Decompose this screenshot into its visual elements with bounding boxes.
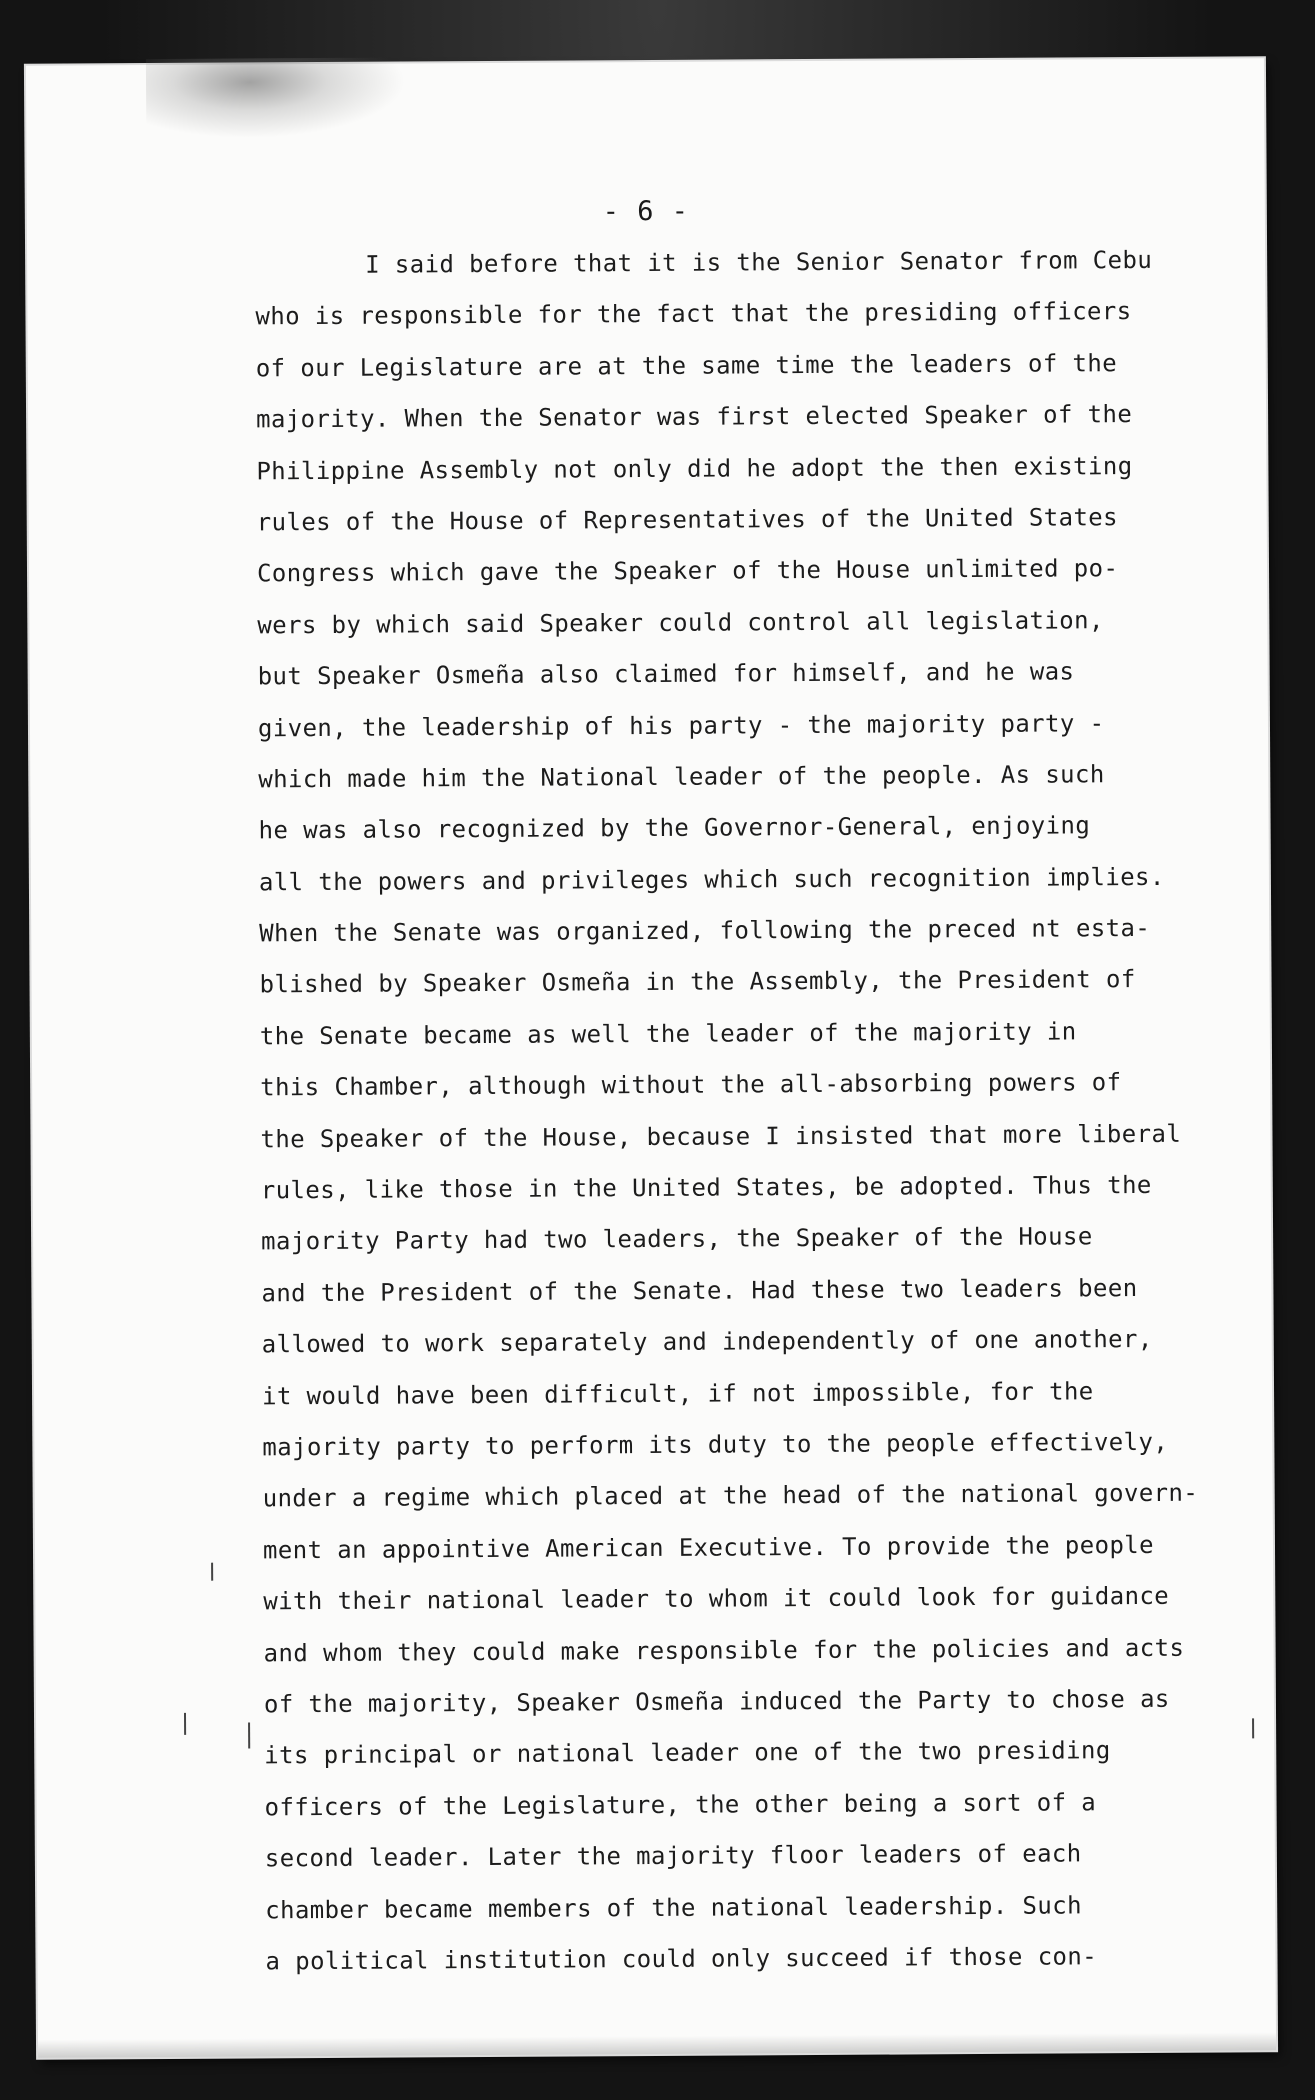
margin-pen-mark [1252,1718,1254,1738]
text-line: of the majority, Speaker Osmeña induced the Party to chose as [263,1684,1170,1719]
text-line: ment an appointive American Executive. To provide the people [262,1530,1155,1565]
text-line: who is responsible for the fact that the presiding officers [255,297,1132,331]
text-line: majority. When the Senator was first elected Speaker of the [256,400,1133,434]
margin-pen-mark [248,1722,250,1748]
text-line: with their national leader to whom it could look for guidance [263,1582,1170,1616]
text-line: allowed to work separately and independently of one another, [261,1325,1153,1359]
text-line: and the President of the Senate. Had these two leaders been [261,1273,1138,1308]
page-number: - 6 - [602,195,690,228]
text-line: majority party to perform its duty to the people effectively, [262,1427,1169,1462]
text-line: under a regime which placed at the head of the national govern- [262,1479,1199,1513]
text-line: majority Party had two leaders, the Speaker of the House [261,1222,1093,1256]
document-page [26,58,1276,2058]
text-line: a political institution could only succeed if those con- [265,1942,1098,1976]
text-line: given, the leadership of his party - the majority party - [257,708,1105,742]
text-line: the Senate became as well the leader of the majority in [259,1017,1077,1051]
text-line: wers by which said Speaker could control all legislation, [257,605,1104,640]
text-line: of our Legislature are at the same time the leaders of the [255,348,1118,383]
text-line: Congress which gave the Speaker of the House unlimited po- [256,554,1119,588]
text-line: rules of the House of Representatives of the United States [256,503,1119,537]
text-line: blished by Speaker Osmeña in the Assembly, the President of [259,965,1136,999]
text-line: When the Senate was organized, following the preced nt esta- [259,914,1151,948]
text-line: chamber became members of the national leadership. Such [265,1890,1082,1924]
text-line: second leader. Later the majority floor leaders of each [264,1839,1082,1873]
text-line: rules, like those in the United States, be adopted. Thus the [260,1170,1152,1205]
margin-pen-mark [211,1563,213,1581]
text-line: and whom they could make responsible for the policies and acts [263,1633,1185,1667]
text-line: which made him the National leader of the people. As such [258,760,1105,794]
text-line: but Speaker Osmeña also claimed for himself, and he was [257,657,1075,691]
typewritten-body [255,234,1266,1987]
text-line: this Chamber, although without the all-absorbing powers of [260,1068,1122,1102]
text-line: its principal or national leader one of the two presiding [264,1736,1111,1770]
text-line: Philippine Assembly not only did he adopt the then existing [256,451,1133,485]
text-line: I said before that it is the Senior Senator from Cebu [365,245,1153,279]
text-line: it would have been difficult, if not impossible, for the [261,1376,1094,1410]
text-line: he was also recognized by the Governor-General, enjoying [258,811,1091,845]
text-line: officers of the Legislature, the other being a sort of a [264,1788,1097,1822]
text-line: the Speaker of the House, because I insisted that more liberal [260,1119,1182,1154]
text-line: all the powers and privileges which such recognition implies. [258,862,1165,897]
margin-pen-mark [184,1713,186,1735]
